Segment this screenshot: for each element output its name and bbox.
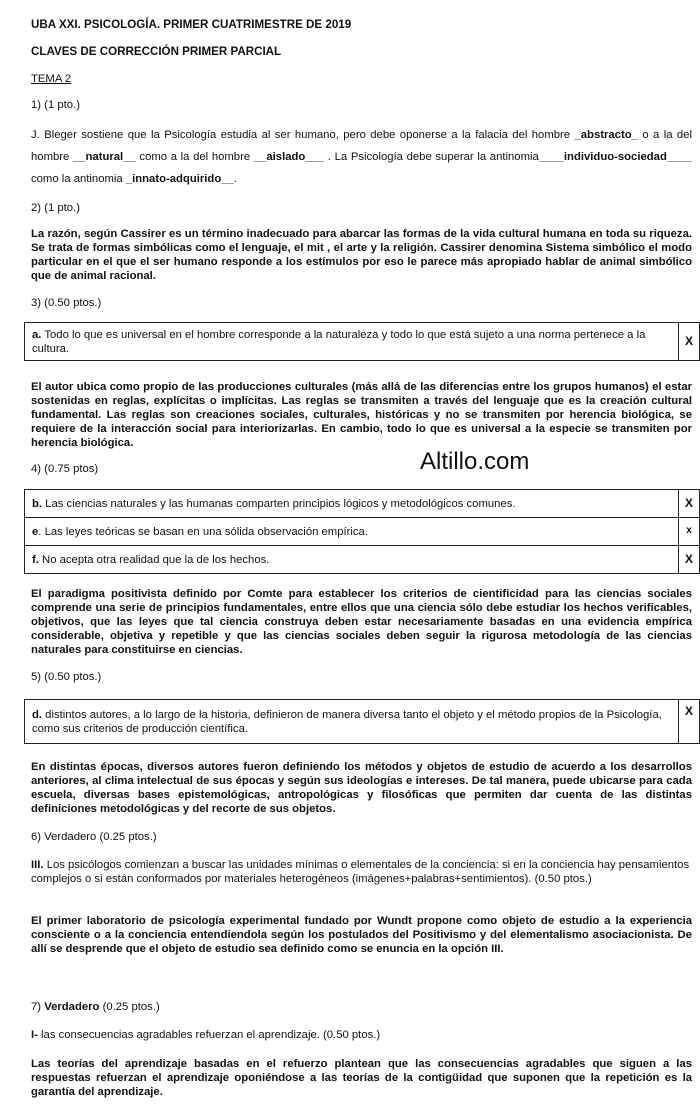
question-1-text — [31, 124, 692, 190]
question-6-answer: El primer laboratorio de psicología experimental fundado por Wundt propone como objeto de estudio a la experiencia consciente o a la conciencia entendiendola según los postulados del Positivismo y del elementalismo asociacionista. De allí se desprende que el objeto de estudio sea definido como se enuncia en la opción III. — [31, 915, 692, 955]
option-letter: III. — [31, 859, 44, 871]
option-letter: f. — [32, 553, 39, 566]
question-7-answer: Las teorías del aprendizaje basadas en el refuerzo plantean que las consecuencias agradables que siguen a las respuestas refuerzan el aprendizaje oponiéndose a las teorías de la contigüidad que suponen que la repetición es la garantía del aprendizaje. — [31, 1058, 692, 1098]
q1-text-part: o a la del hombre — [31, 129, 692, 163]
question-1-label: 1) (1 pto.) — [31, 99, 80, 111]
tema-heading: TEMA 2 — [31, 73, 72, 85]
q1-answer-aislado: __aislado___ — [253, 151, 325, 163]
option-text: Los psicólogos comienzan a buscar las unidades mínimas o elementales de la conciencia: si en la conciencia hay pensamientos complejos o si están conformados por materiales heterogéneos (imágenes+palabras+sentimientos). (0.50 ptos.) — [31, 859, 690, 885]
altillo-watermark: Altillo.com — [420, 448, 530, 475]
q7-label-number: 7) — [31, 1001, 45, 1013]
option-text: distintos autores, a lo largo de la historia, definieron de manera diversa tanto el objeto y el método propios de la Psicología, como sus criterios de producción científica. — [32, 708, 662, 735]
option-cell — [25, 323, 679, 361]
q7-label-verdadero: Verdadero — [44, 1001, 100, 1013]
option-cell — [25, 546, 679, 574]
q1-text-part: . La Psicología debe superar la antinomia — [324, 151, 539, 163]
question-6-label: 6) Verdadero (0.25 ptos.) — [31, 831, 157, 843]
option-letter: I- — [31, 1029, 38, 1041]
q7-label-points: (0.25 ptos.) — [99, 1001, 160, 1013]
option-letter: d. — [32, 708, 43, 721]
option-cell — [25, 490, 679, 518]
question-3-answer: El autor ubica como propio de las producciones culturales (más allá de las diferencias entre los grupos humanos) el estar sostenidas en reglas, explícitas o implícitas. Las reglas se transmiten a través del lenguaje que es la creación cultural fundamental. Las reglas son creaciones sociales, culturales, históricas y no se transmiten por herencia biológica, se requiere de la interacción social para interiorizarlas. En cambio, todo lo que es universal a la especie se transmiten por herencia biológica. — [31, 381, 692, 449]
option-mark: X — [679, 700, 700, 744]
q1-answer-natural: __natural__ — [72, 151, 136, 163]
q1-answer-abstracto: _abstracto_ — [574, 129, 638, 141]
question-5-answer: En distintas épocas, diversos autores fueron definiendo los métodos y objetos de estudio de acuerdo a los desarrollos anteriores, al clima intelectual de sus épocas y según sus ideologías e intereses. De tal manera, puede ubicarse para cada escuela, diversas bases epistemológicas, antropológicas y filosóficas que permiten dar cuenta de las distintas definiciones metodológicas y del recorte de sus objetos. — [31, 761, 692, 815]
option-cell — [25, 518, 679, 546]
question-4-label: 4) (0.75 ptos) — [31, 463, 99, 475]
option-row — [25, 700, 700, 744]
option-text: Todo lo que es universal en el hombre corresponde a la naturaleza y todo lo que está sujeto a una norma pertenece a la cultura. — [32, 328, 646, 355]
question-6-option — [31, 858, 692, 886]
option-text: No acepta otra realidad que la de los hechos. — [38, 553, 270, 566]
option-mark: x — [679, 518, 700, 546]
question-5-label: 5) (0.50 ptos.) — [31, 671, 102, 683]
q1-text-part: como la antinomia — [31, 173, 126, 185]
question-4-answer: El paradigma positivista definido por Comte para establecer los criterios de cientificidad para las ciencias sociales comprende una serie de principios fundamentales, entre ellos que una ciencia sólo debe estudiar los hechos verificables, objetivos, que las leyes que tal ciencia construya deben estar necesariamente basadas en una evidencia empírica considerable, objetiva y repetible y que las ciencias sociales deben seguir la rigurosa metodología de las ciencias naturales para constituirse en ciencias. — [31, 588, 692, 656]
option-row — [25, 490, 700, 518]
option-text: . Las leyes teóricas se basan en una sólida observación empírica. — [38, 525, 368, 538]
question-2-label: 2) (1 pto.) — [31, 202, 80, 214]
option-mark: X — [679, 323, 700, 361]
option-cell — [25, 700, 679, 744]
question-7-label — [31, 1000, 692, 1014]
option-row — [25, 323, 700, 361]
question-3-options — [24, 322, 700, 361]
q1-answer-innato-adquirido: _innato-adquirido__ — [125, 173, 234, 185]
question-7-option — [31, 1028, 692, 1042]
option-letter: e — [32, 525, 39, 538]
question-5-options — [24, 699, 700, 744]
q1-answer-individuo-sociedad: ____individuo-sociedad____ — [538, 151, 692, 163]
question-3-label: 3) (0.50 ptos.) — [31, 297, 102, 309]
document-title: UBA XXI. PSICOLOGÍA. PRIMER CUATRIMESTRE DE 2019 — [31, 18, 352, 31]
option-letter: b. — [32, 497, 43, 510]
option-text: Las ciencias naturales y las humanas comparten principios lógicos y metodológicos comunes. — [42, 497, 516, 510]
option-row — [25, 518, 700, 546]
q1-text-part: . — [233, 173, 237, 185]
document-subtitle: CLAVES DE CORRECCIÓN PRIMER PARCIAL — [31, 45, 282, 58]
question-2-answer: La razón, según Cassirer es un término inadecuado para abarcar las formas de la vida cultural humana en toda su riqueza. Se trata de formas simbólicas como el lenguaje, el mit , el arte y la religión. Cassirer denomina Sistema simbólico el modo particular en el que el ser humano responde a los estímulos por eso le parece más apropiado hablar de animal simbólico que de animal racional. — [31, 228, 692, 282]
question-4-options — [24, 489, 700, 574]
option-text: las consecuencias agradables refuerzan el aprendizaje. (0.50 ptos.) — [37, 1029, 381, 1041]
q1-text-part: J. Bleger sostiene que la Psicología estudia al ser humano, pero debe oponerse a la falacia del hombre — [31, 129, 575, 141]
option-row — [25, 546, 700, 574]
option-mark: X — [679, 490, 700, 518]
option-letter: a. — [32, 328, 42, 341]
option-mark: X — [679, 546, 700, 574]
q1-text-part: como a la del hombre — [135, 151, 254, 163]
